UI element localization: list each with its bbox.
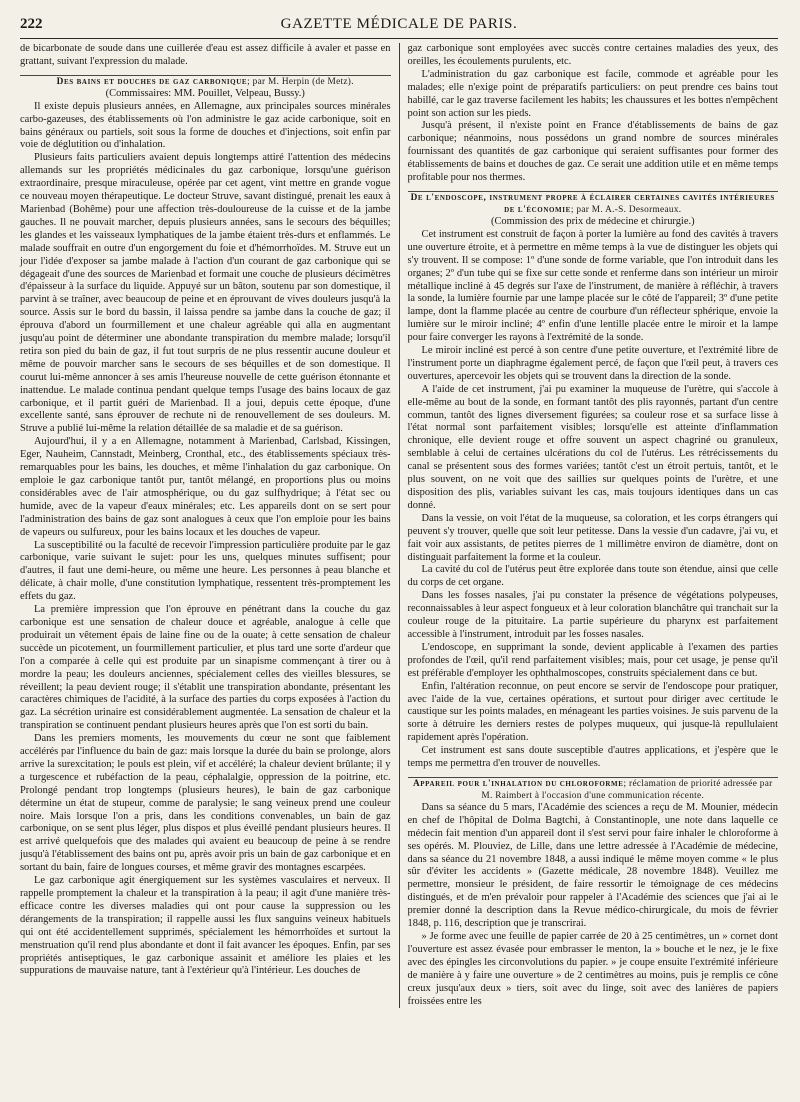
paragraph: Enfin, l'altération reconnue, on peut encore se servir de l'endoscope pour pratiquer, avec l'aide de la vue, certaines opérations, et surtout pour diriger avec certitude le caustique sur les points malades, en ménageant les parties voisines. Je suis parvenu de la sorte à détruire les derniers restes de polypes muqueux, qui jusque-là repullulaient rapidement après l'opération. bbox=[407, 680, 779, 744]
paragraph: Le gaz carbonique agit énergiquement sur les systèmes vasculaires et nerveux. Il rappelle promptement la chaleur et la transpiration à la peau; il agit d'une manière très-efficace contre les diverses maladies qui ont pour cause la suppression ou les dérangements de la transpiration; il rappelle aussi les flux sanguins veineux habituels qui ont été accidentellement supprimés, spécialement les hémorrhoïdes et surtout la menstruation qu'il rend plus abondante et dont il fait avancer les époques. Enfin, par ses propriétés antiseptiques, le gaz carbonique assainit et améliore les plaies et les suppurations de mauvaise nature, tant à l'extérieur qu'à l'intérieur. Les douches de bbox=[20, 875, 391, 977]
paragraph: Dans les fosses nasales, j'ai pu constater la présence de végétations polypeuses, reconnaissables à leur aspect fongueux et à leur coloration blanchâtre qui tranchait sur la couleur rouge de la pituitaire. La partie supérieure du pharynx est parfaitement accessible à l'instrument, introduit par les fosses nasales. bbox=[407, 590, 779, 640]
paragraph: Cet instrument est sans doute susceptible d'autres applications, et j'espère que le temps me permettra d'en trouver de nouvelles. bbox=[407, 745, 779, 770]
page-header bbox=[20, 16, 778, 39]
right-column bbox=[408, 43, 779, 1008]
page-number: 222 bbox=[20, 16, 43, 32]
paragraph: L'administration du gaz carbonique est facile, commode et agréable pour les malades; elle n'exige point de préparatifs particuliers: on peut prendre ces bains tout habillé, car le gaz traverse facilement les habits; les chaussures et les bottes n'empêchent point son action sur les pieds. bbox=[407, 68, 779, 119]
article-title-author: ; réclamation de priorité adressée par M. Raimbert à l'occasion d'une communication récente. bbox=[481, 778, 773, 801]
paragraph: Cet instrument est construit de façon à porter la lumière au fond des cavités à travers une ouverture étroite, et à permettre en même temps à la vue de distinguer les objets qui s'y trouvent. Il se compose: 1º d'une sonde de forme variable, que l'on introduit dans les organes; 2º d'un tube qui se fixe sur cette sonde et renferme dans son intérieur un miroir métallique incliné à 45 degrés sur l'axe de l'instrument, de manière à réfléchir, à travers la sonde, la lumière fournie par une lampe placée sur le côté de l'appareil; 3º d'une petite lampe, dont la flamme placée au centre de courbure d'un réflecteur sphérique, envoie la lumière sur le miroir incliné; 4º enfin d'une lentille placée entre le miroir et la lampe pour faire converger les rayons à l'extrémité de la sonde. bbox=[407, 228, 779, 344]
paragraph: Le miroir incliné est percé à son centre d'une petite ouverture, et l'extrémité libre de l'instrument porte un diaphragme également percé, de façon que l'œil peut, à travers ces ouvertures, apercevoir les objets qui se trouvent dans la direction de la sonde. bbox=[407, 345, 779, 382]
article-title-main: Appareil pour l'inhalation du chloroforme bbox=[412, 778, 624, 789]
article-title bbox=[408, 192, 779, 216]
running-title: GAZETTE MÉDICALE DE PARIS. bbox=[280, 16, 518, 32]
article-commission: (Commissaires: MM. Pouillet, Velpeau, Bussy.) bbox=[105, 87, 305, 99]
paragraph: La première impression que l'on éprouve en pénétrant dans la couche du gaz carbonique est une sensation de chaleur douce et agréable, analogue à celle que produirait un vêtement épais de laine fine ou de la ouate; à cette sensation de chaleur succède un picotement, un fourmillement particulier, et plus tard une sorte d'ardeur que l'on a comparée à celle qui est produite par un sinapisme commençant à tirer ou à mordre la peau; les douleurs anciennes, spécialement celles des vieilles blessures, se réveillent; la peau devient rouge; il s'établit une transpiration abondante, présentant les caractères chimiques de l'acidité, à la surface des parties du corps exposées à l'action du gaz. La sécrétion urinaire est considérablement augmentée. La sensation de chaleur et la transpiration se continuent pendant plusieurs heures après que l'on est sorti du bain. bbox=[20, 604, 391, 732]
paragraph: A l'aide de cet instrument, j'ai pu examiner la muqueuse de l'urètre, qui s'accole à elle-même au bout de la sonde, en formant tantôt des plis rayonnés, partant d'un centre commun, tantôt des lignes diversement figurées; sa couleur rose et sa surface lisse à l'état normal sont parfaitement visibles; lorsqu'elle est atteinte d'inflammation chronique, elle devient rouge et offre souvent un aspect chagriné ou granuleux, semblable à celui de certaines ulcérations du col de l'utérus. Les rétrécissements du canal se présentent sous des formes variées; tantôt c'est un étroit pertuis, tantôt, et le plus souvent, on ne voit que des saillies sur quelques points de l'urètre, et une disposition des plis, variables suivant les cas, mais toujours identiques dans un cas donné. bbox=[407, 383, 779, 511]
text-columns bbox=[20, 43, 778, 1008]
paragraph: L'endoscope, en supprimant la sonde, devient applicable à l'examen des parties profondes de l'œil, qu'il rend parfaitement visibles; mais, pour cet usage, je pense qu'il est préférable d'employer les ophthalmoscopes, construits spécialement dans ce but. bbox=[407, 641, 779, 679]
paragraph: La susceptibilité ou la faculté de recevoir l'impression particulière produite par le gaz carbonique, varie suivant le sujet: pour les uns, quelques minutes suffisent; pour d'autres, il faut une demi-heure, ou même une heure. Les personnes à peau blanche et délicate, à chair molle, d'une constitution lymphatique, ressentent très-promptement les effets du gaz. bbox=[20, 539, 391, 603]
article-title-author: ; par M. A.-S. Desormeaux. bbox=[570, 204, 682, 215]
paragraph: Aujourd'hui, il y a en Allemagne, notamment à Marienbad, Carlsbad, Kissingen, Eger, Nauheim, Cannstadt, Meinberg, Cronthal, etc., des établissements spéciaux très-remarquables pour les bains, les douches, et même l'inhalation du gaz carbonique. On emploie le gaz carbonique tantôt pur, tantôt mélangé, en proportions plus ou moins considérables avec de l'air atmosphérique, ou du gaz sulfhydrique; à l'état sec ou humide, avec de la vapeur d'eaux minérales; etc. Les appareils dont on se sert pour l'administration des bains de gaz sont analogues à ceux que l'on emploie pour les bains de vapeurs ou sulfureux, pour les bains locaux et les douches de vapeur. bbox=[20, 436, 391, 538]
paragraph: Plusieurs faits particuliers avaient depuis longtemps attiré l'attention des médecins allemands sur les propriétés médicinales du gaz carbonique, lorsqu'une guérison extraordinaire, presque miraculeuse, opérée par cet agent, vint mettre en grande vogue ce nouveau moyen thérapeutique. Le docteur Struve, savant distingué, prenait les eaux à Marienbad (Bohême) pour une affection très-douloureuse de la cuisse et de la jambe gauches. Il ne pouvait marcher, depuis plusieurs années, sans le secours des béquilles; les glandes et les vaisseaux lymphatiques de la jambe étaient très-durs et enflammés. Le malade souffrait en outre d'un engorgement du foie et d'hémorrhoïdes. M. Struve eut un jour l'idée d'exposer sa jambe malade à l'action d'un courant de gaz carbonique qui se dégageait d'une des sources de Marienbad et formait une couche de plusieurs décimètres d'épaisseur à la surface du liquide. Appuyé sur un bâton, soutenu par son domestique, il parvint à se traîner, avec beaucoup de peine et en éprouvant de vives douleurs jusqu'à la source. Assis sur le bord du bassin, il laissa pendre sa jambe dans la couche de gaz; il éprouva d'abord un fourmillement et une chaleur agréable qui alla en augmentant jusqu'au point de déterminer une abondante transpiration du membre malade; lorsqu'il retira son pied du bain de gaz, il fut tout surpris de ne plus ressentir aucune douleur et même de pouvoir marcher sans le secours de ses béquilles et de son domestique. Il courut lui-même annoncer à ses amis l'heureuse nouvelle de cette guérison étonnante et inattendue. Le malade continua pendant quelque temps l'usage des bains locaux de gaz carbonique, et il partit guéri de Marienbad. Il a joui, depuis cette époque, d'une excellente santé, sans éprouver de rechute ni de renouvellement de ses douleurs. M. Struve a publié lui-même la relation détaillée de sa maladie et de sa guérison. bbox=[20, 152, 391, 435]
paragraph: Dans sa séance du 5 mars, l'Académie des sciences a reçu de M. Mounier, médecin en chef de l'hôpital de Dolma Bagtchi, à Constantinople, une note dans laquelle ce médecin fait mention d'un appareil dont il s'est servi pour faire inhaler le chloroforme à ses opérés. M. Plouviez, de Lille, dans une lettre adressée à l'Académie de médecine, dans sa séance du 21 novembre 1848, a aussi indiqué le même moyen comme « le plus sûr d'éviter les accidents » (Gazette médicale, 28 novembre 1848). Veuillez me permettre, monsieur le président, de faire ressortir le témoignage de ces médecins distingués, et de m'en prévaloir pour rappeler à l'Académie des sciences que j'ai ai le premier donné la description dans la Revue médico-chirurgicale, du mois de février 1848, p. 116, description que je transcrirai. bbox=[407, 801, 779, 930]
article-title-main: De l'endoscope, instrument propre à éclairer certaines cavités intérieures de l'économie bbox=[410, 192, 775, 215]
left-column bbox=[20, 43, 391, 1008]
article-title-main: Des bains et douches de gaz carbonique bbox=[56, 76, 248, 87]
paragraph: de bicarbonate de soude dans une cuillerée d'eau est assez difficile à avaler et passe en grattant, suivant l'expression du malade. bbox=[20, 43, 391, 67]
article-commission: (Commission des prix de médecine et chirurgie.) bbox=[490, 215, 695, 227]
article-title bbox=[408, 778, 779, 802]
paragraph: gaz carbonique sont employées avec succès contre certaines maladies des yeux, des oreilles, les écoulements purulents, etc. bbox=[407, 43, 779, 67]
article-title bbox=[20, 76, 391, 88]
column-divider bbox=[399, 43, 400, 1008]
paragraph: Dans la vessie, on voit l'état de la muqueuse, sa coloration, et les corps étrangers qui peuvent s'y trouver, quelle que soit leur petitesse. Dans la vessie d'un cadavre, j'ai vu, et fait voir aux assistants, de petites pierres de 1 millimètre environ de diamètre, dont on distinguait parfaitement la forme et la couleur. bbox=[407, 512, 779, 563]
paragraph: La cavité du col de l'utérus peut être explorée dans toute son étendue, ainsi que celle du corps de cet organe. bbox=[407, 564, 779, 589]
article-title-author: ; par M. Herpin (de Metz). bbox=[247, 76, 354, 87]
paragraph: Jusqu'à présent, il n'existe point en France d'établissements de bains de gaz carbonique; néanmoins, nous possédons un grand nombre de sources minérales fournissant des quantités de gaz carbonique qui seraient suffisantes pour former des établissements de bains et douches de gaz. Ce serait une addition utile et en même temps profitable pour nos thermes. bbox=[407, 120, 779, 184]
paragraph: Il existe depuis plusieurs années, en Allemagne, aux principales sources minérales carbo-gazeuses, des établissements où l'on administre le gaz acide carbonique, soit en bains généraux ou partiels, soit sous la forme de douches et d'injections, soit enfin par voie de déglutition ou d'inhalation. bbox=[20, 100, 391, 151]
quoted-paragraph: » Je forme avec une feuille de papier carrée de 20 à 25 centimètres, un » cornet dont l'ouverture est assez évasée pour embrasser le menton, la » bouche et le nez, je le fixe avec des épingles les circonvolutions du papier. » je coupe ensuite l'extrémité inférieure de manière à y faire une ouverture » de 2 centimètres au moins, puis je remplis ce cône creux jusqu'aux deux » tiers, soit avec du linge, soit avec des lanières de papiers froissées entre les bbox=[407, 931, 779, 1007]
paragraph: Dans les premiers moments, les mouvements du cœur ne sont que faiblement accélérés par l'influence du bain de gaz: mais lorsque la durée du bain se prolonge, alors arrive la surexcitation; le pouls est plein, vif et accéléré; la chaleur devient brûlante; il y a turgescence et rubéfaction de la peau, céphalalgie, oppression de la poitrine, etc. Prolongé pendant trop longtemps (plusieurs heures), le bain de gaz carbonique détermine un état de stupeur, comme de paralysie; le sang veineux prend une couleur noire. Mais lorsque l'on a pris, dans les conditions convenables, un bain de gaz carbonique, on se sent plus léger, plus dispos et plus éveillé pendant plusieurs heures. Il est arrivé quelquefois que des malades qui avaient eu beaucoup de peine à se rendre jusqu'à l'établissement des bains ont pu, après avoir pris un bain de gaz carbonique et en sortant du bain, faire de longues courses, et même gravir des montagnes escarpées. bbox=[20, 733, 391, 874]
